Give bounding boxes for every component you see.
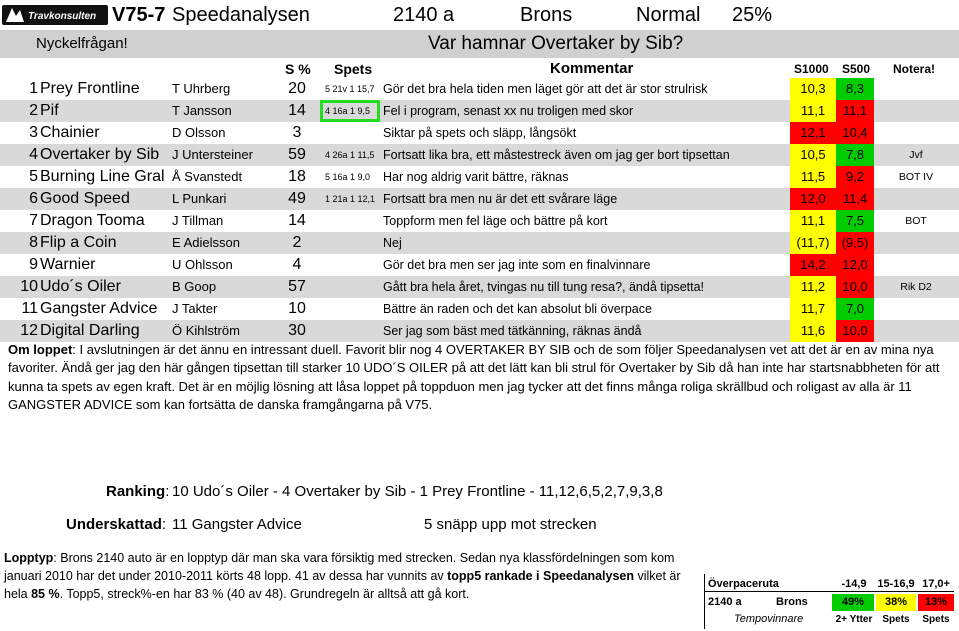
row-rank: 10: [20, 278, 38, 295]
row-horse-name: Pif: [40, 102, 59, 119]
table-row: [0, 78, 959, 100]
col-note: Notera!: [893, 62, 936, 76]
ranking-label: Ranking: [106, 483, 166, 500]
col-s500: S500: [842, 62, 871, 76]
row-rank: 5: [29, 168, 38, 185]
row-s-pct: 3: [292, 124, 302, 141]
row-s1000: 11,5: [790, 166, 836, 188]
row-horse-name: Burning Line Gral: [40, 168, 165, 185]
row-note: BOT: [905, 215, 927, 227]
row-rank: 7: [29, 212, 38, 229]
travkonsulten-logo: [2, 2, 108, 28]
underrated-extra: 5 snäpp upp mot strecken: [424, 516, 597, 533]
overpace-value-3: 13%: [918, 594, 954, 611]
row-driver: D Olsson: [172, 125, 226, 140]
analysis-title: Speedanalysen: [172, 4, 310, 26]
row-rank: 8: [29, 234, 38, 251]
row-spets: 4 26a 1 11,5: [325, 150, 375, 160]
row-driver: Å Svanstedt: [172, 169, 243, 184]
col-s1000: S1000: [794, 62, 829, 76]
table-row: [0, 122, 959, 144]
lopptyp-text-3: . Topp5, streck%-en har 83 % (40 av 48). Grundregeln är alltså att gå kort.: [59, 587, 470, 601]
lopptyp-text-2: vilket är hela: [4, 569, 681, 601]
row-note: BOT IV: [898, 171, 934, 183]
summary-sep: :: [72, 342, 80, 357]
row-comment: Fortsatt bra men nu är det ett svårare läge: [383, 192, 618, 206]
race-summary: [8, 341, 953, 415]
row-s1000: 11,2: [790, 276, 836, 298]
key-question-label: Nyckelfrågan!: [36, 35, 128, 52]
row-s1000: 11,6: [790, 320, 836, 342]
overpace-left-border: [704, 574, 705, 629]
col-s-pct: S %: [285, 61, 311, 77]
row-s500: 10,4: [836, 122, 874, 144]
row-s500: 11,4: [836, 188, 874, 210]
overpace-value-2: 38%: [876, 594, 916, 611]
overpace-footer-3: Spets: [922, 614, 950, 625]
overpace-box: [704, 574, 954, 629]
row-comment: Gör det bra men ser jag inte som en finalvinnare: [383, 258, 651, 272]
row-s500: (9,5): [836, 232, 874, 254]
row-s-pct: 20: [288, 80, 306, 97]
ranking-value: 10 Udo´s Oiler - 4 Overtaker by Sib - 1 Prey Frontline - 11,12,6,5,2,7,9,3,8: [172, 483, 663, 500]
row-s-pct: 2: [292, 234, 302, 251]
row-s500: 9,2: [836, 166, 874, 188]
row-s1000: 10,3: [790, 78, 836, 100]
race-distance: 2140 a: [393, 4, 455, 26]
row-s500: 10,0: [836, 276, 874, 298]
row-note: [880, 78, 952, 100]
row-s-pct: 10: [288, 300, 306, 317]
row-driver: J Tillman: [172, 213, 224, 228]
row-driver: Ö Kihlström: [172, 323, 240, 338]
overpace-col-3: 17,0+: [922, 578, 950, 590]
row-rank: 6: [29, 190, 38, 207]
row-rank: 3: [29, 124, 38, 141]
row-note: [880, 320, 952, 342]
lopptyp-bold-1: topp5 rankade i Speedanalysen: [447, 569, 634, 583]
key-question: Var hamnar Overtaker by Sib?: [428, 33, 684, 54]
table-row: [0, 254, 959, 276]
row-driver: U Ohlsson: [172, 257, 233, 272]
overpace-footer-label: Tempovinnare: [734, 613, 804, 625]
col-spets: Spets: [334, 61, 373, 77]
row-s500: 7,8: [836, 144, 874, 166]
lopptyp-text-1: : Brons 2140 auto är en lopptyp där man ska vara försiktig med strecken. Sedan nya klassfördelningen som kom januari 2010 har det under 2010-2011 körts 48 lopp. 41 av dessa har vunnits av: [4, 551, 675, 583]
row-rank: 2: [29, 102, 38, 119]
table-row: [0, 276, 959, 298]
row-horse-name: Dragon Tooma: [40, 212, 145, 229]
row-s1000: 10,5: [790, 144, 836, 166]
row-comment: Nej: [383, 236, 402, 250]
row-s-pct: 59: [288, 146, 306, 163]
race-track: Brons: [520, 4, 573, 26]
row-note: Jvf: [909, 149, 923, 161]
logo-text: Travkonsulten: [28, 11, 97, 22]
row-s500: 12,0: [836, 254, 874, 276]
row-s1000: 12,1: [790, 122, 836, 144]
row-horse-name: Chainier: [40, 124, 100, 141]
row-s500: 10,0: [836, 320, 874, 342]
row-spets: 4 16a 1 9,5: [325, 106, 371, 116]
row-note: Rik D2: [900, 281, 932, 293]
row-spets: 5 16a 1 9,0: [325, 172, 371, 182]
lopptyp-bold-2: 85 %: [31, 587, 60, 601]
row-driver: B Goop: [172, 279, 217, 294]
table-row: [0, 166, 959, 188]
row-horse-name: Overtaker by Sib: [40, 146, 160, 163]
spets-highlight-box: [320, 100, 380, 122]
lopptyp-paragraph: [4, 549, 704, 603]
row-note: [880, 188, 952, 210]
row-note: [880, 298, 952, 320]
overpace-footer-2: Spets: [882, 614, 910, 625]
table-row: [0, 210, 959, 232]
underrated-value: 11 Gangster Advice: [172, 516, 302, 533]
row-rank: 4: [29, 146, 38, 163]
row-comment: Siktar på spets och släpp, långsökt: [383, 126, 577, 140]
row-horse-name: Digital Darling: [40, 322, 140, 339]
summary-text: I avslutningen är det ännu en intressant duell. Favorit blir nog 4 OVERTAKER BY SIB och de som följer Speedanalysen vet att det är en av mina nya favoriter. Ändå ger jag den här gången tipsettan till starker 10 UDO´S OILER på att det lätt kan bli strul för Overtaker by Sib då han inte har startsnabbheten för att kunna ta spets av egen kraft. Det är en möjlig lösning att låsa loppet på toppduon men jag tycker att det finns många roliga skrällbud och roligast av alla är 11 GANGSTER ADVICE som kan fortsätta de danska framgångarna på V75.: [8, 342, 940, 413]
race-percent: 25%: [732, 4, 773, 26]
row-s-pct: 4: [292, 256, 302, 273]
row-s-pct: 57: [288, 278, 306, 295]
race-pace: Normal: [636, 4, 701, 26]
row-s1000: 11,7: [790, 298, 836, 320]
row-comment: Gör det bra hela tiden men läget gör att det är stor strulrisk: [383, 82, 708, 96]
row-s-pct: 14: [288, 102, 306, 119]
ranking-sep: :: [165, 483, 170, 500]
row-spets: 5 21v 1 15,7: [325, 84, 375, 94]
underrated-sep: :: [161, 516, 167, 533]
underrated-line: [66, 515, 166, 535]
row-s500: 8,3: [836, 78, 874, 100]
row-driver: J Untersteiner: [172, 147, 253, 162]
row-s1000: 12,0: [790, 188, 836, 210]
table-row: [0, 144, 959, 166]
row-rank: 11: [21, 300, 38, 317]
overpace-footer-1: 2+ Ytter: [835, 614, 873, 625]
table-row: [0, 188, 959, 210]
row-rank: 1: [29, 80, 38, 97]
row-note: [880, 254, 952, 276]
row-rank: 9: [29, 256, 38, 273]
row-comment: Har nog aldrig varit bättre, räknas: [383, 170, 569, 184]
row-horse-name: Warnier: [40, 256, 96, 273]
row-s500: 11,1: [836, 100, 874, 122]
row-comment: Ser jag som bäst med tätkänning, räknas ändå: [383, 324, 642, 338]
overpace-col-2: 15-16,9: [877, 578, 915, 590]
row-rank: 12: [20, 322, 38, 339]
row-s500: 7,5: [836, 210, 874, 232]
row-s-pct: 49: [288, 190, 306, 207]
row-horse-name: Udo´s Oiler: [40, 278, 121, 295]
table-row: [0, 100, 959, 122]
row-s1000: (11,7): [790, 232, 836, 254]
row-s500: 7,0: [836, 298, 874, 320]
race-id: V75-7: [112, 4, 166, 26]
row-driver: E Adielsson: [172, 235, 240, 250]
row-comment: Bättre än raden och det kan absolut bli överpace: [383, 302, 652, 316]
row-driver: J Takter: [172, 301, 218, 316]
row-horse-name: Prey Frontline: [40, 80, 140, 97]
row-note: [880, 232, 952, 254]
row-comment: Gått bra hela året, tvingas nu till tung resa?, ändå tipsetta!: [383, 280, 705, 294]
col-comment: Kommentar: [550, 60, 634, 77]
overpace-col-1: -14,9: [841, 578, 867, 590]
row-note: [880, 100, 952, 122]
row-s1000: 11,1: [790, 210, 836, 232]
row-s1000: 14,2: [790, 254, 836, 276]
row-driver: T Uhrberg: [172, 81, 231, 96]
row-comment: Toppform men fel läge och bättre på kort: [383, 214, 608, 228]
row-s-pct: 30: [288, 322, 306, 339]
overpace-track: Brons: [776, 596, 808, 608]
row-horse-name: Gangster Advice: [40, 300, 158, 317]
row-s-pct: 14: [288, 212, 306, 229]
summary-label: Om loppet: [8, 342, 73, 357]
table-row: [0, 232, 959, 254]
row-driver: T Jansson: [172, 103, 232, 118]
lopptyp-label: Lopptyp: [4, 551, 54, 565]
overpace-value-1: 49%: [832, 594, 874, 611]
ranking-line: [106, 482, 169, 502]
overpace-distance: 2140 a: [708, 596, 742, 608]
row-spets: 1 21a 1 12,1: [325, 194, 376, 204]
row-comment: Fortsatt lika bra, ett måstestreck även om jag ger bort tipsettan: [383, 148, 730, 162]
row-s1000: 11,1: [790, 100, 836, 122]
table-row: [0, 298, 959, 320]
row-s-pct: 18: [288, 168, 306, 185]
row-horse-name: Flip a Coin: [40, 234, 117, 251]
row-horse-name: Good Speed: [40, 190, 130, 207]
table-row: [0, 320, 959, 342]
overpace-title: Överpaceruta: [708, 578, 779, 590]
row-driver: L Punkari: [172, 191, 227, 206]
row-comment: Fel i program, senast xx nu troligen med skor: [383, 104, 634, 118]
row-note: [880, 122, 952, 144]
underrated-label: Underskattad: [66, 516, 162, 533]
